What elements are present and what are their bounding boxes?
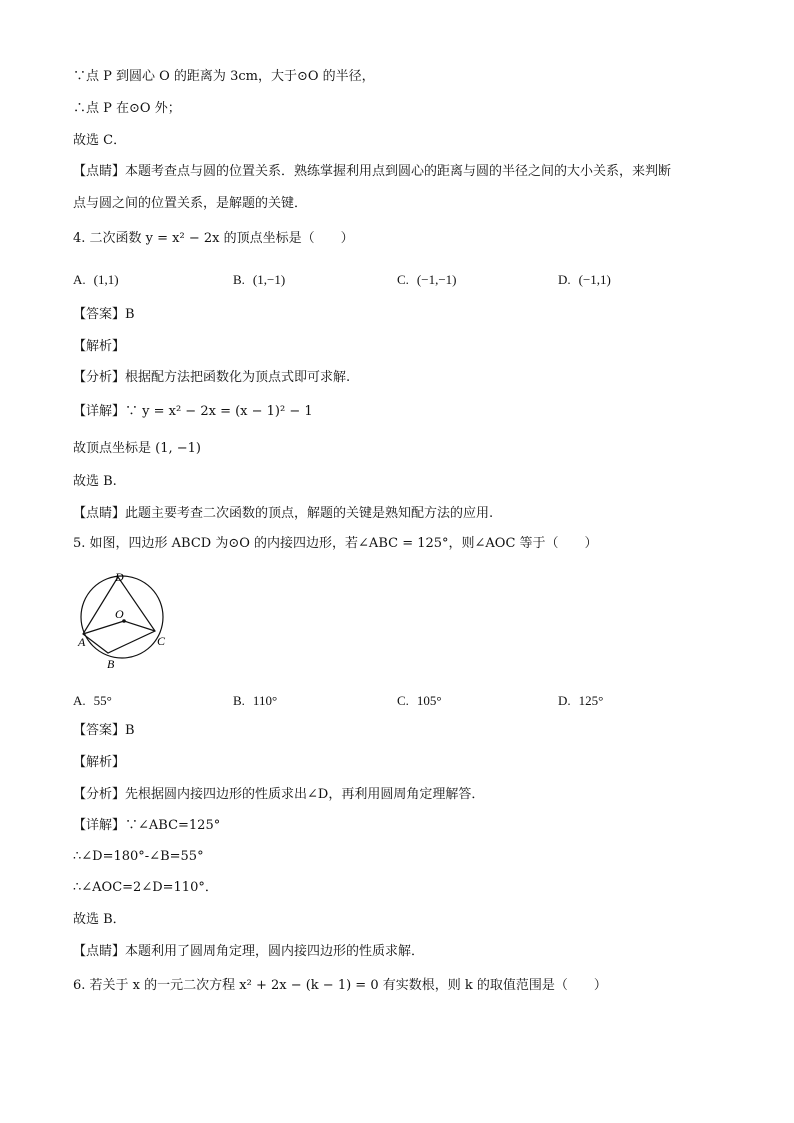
answer-line: 【答案】B xyxy=(73,723,135,738)
label-o: O xyxy=(115,607,124,621)
comment-line: 【点睛】本题考查点与圆的位置关系．熟练掌握利用点到圆心的距离与圆的半径之间的大小关系，来判断 xyxy=(73,164,672,179)
comment-line: 【点睛】此题主要考查二次函数的顶点，解题的关键是熟知配方法的应用. xyxy=(73,506,494,521)
q4-option-a xyxy=(73,271,119,290)
label-d: D xyxy=(115,570,124,584)
option-value: 110° xyxy=(252,693,278,708)
question-4: 4. 二次函数 y = x² − 2x 的顶点坐标是（ ） xyxy=(73,231,354,246)
option-label: B. xyxy=(233,693,245,708)
option-label: B. xyxy=(233,272,245,287)
q5-option-d xyxy=(558,692,603,711)
option-label: A. xyxy=(73,272,86,287)
comment-line: 点与圆之间的位置关系，是解题的关键． xyxy=(73,196,308,211)
question-5: 5. 如图，四边形 ABCD 为⊙O 的内接四边形，若∠ABC = 125°，则∠AOC 等于（ ） xyxy=(73,536,598,551)
option-label: D. xyxy=(558,272,571,287)
option-value: 105° xyxy=(416,693,442,708)
option-value: 55° xyxy=(93,693,112,708)
option-label: D. xyxy=(558,693,571,708)
comment-line: 【点睛】本题利用了圆周角定理，圆内接四边形的性质求解． xyxy=(73,944,425,959)
option-label: C. xyxy=(397,693,409,708)
step-line: ∴∠AOC=2∠D=110°． xyxy=(73,880,218,895)
segment-oc xyxy=(124,621,155,631)
analysis-heading: 【解析】 xyxy=(73,755,126,770)
label-b: B xyxy=(107,657,115,671)
option-label: A. xyxy=(73,693,86,708)
label-c: C xyxy=(157,634,166,648)
option-value: (1,−1) xyxy=(252,272,286,287)
result-line: 故顶点坐标是 (1, −1) xyxy=(73,441,201,456)
q5-option-c xyxy=(397,692,442,711)
text-line: ∴点 P 在⊙O 外； xyxy=(73,101,181,116)
q5-option-a xyxy=(73,692,112,711)
q4-option-b xyxy=(233,271,285,290)
analysis-line: 【分析】根据配方法把函数化为顶点式即可求解. xyxy=(73,370,351,385)
select-line: 故选 B． xyxy=(73,912,126,927)
question-6: 6. 若关于 x 的一元二次方程 x² + 2x − (k − 1) = 0 有实数根，则 k 的取值范围是（ ） xyxy=(73,978,607,993)
option-value: (1,1) xyxy=(93,272,119,287)
detail-line: 【详解】∵ y = x² − 2x = (x − 1)² − 1 xyxy=(73,404,313,419)
option-value: (−1,1) xyxy=(578,272,611,287)
option-label: C. xyxy=(397,272,409,287)
q4-option-d xyxy=(558,271,611,290)
answer-line: 【答案】B xyxy=(73,307,135,322)
select-line: 故选 B. xyxy=(73,474,117,489)
step-line: ∴∠D=180°-∠B=55° xyxy=(73,849,204,864)
analysis-heading: 【解析】 xyxy=(73,339,126,354)
label-a: A xyxy=(78,635,86,649)
text-line: 故选 C． xyxy=(73,133,127,148)
detail-line: 【详解】∵∠ABC=125° xyxy=(73,818,221,833)
option-value: (−1,−1) xyxy=(416,272,457,287)
analysis-line: 【分析】先根据圆内接四边形的性质求出∠D，再利用圆周角定理解答． xyxy=(73,787,485,802)
option-value: 125° xyxy=(578,693,604,708)
text-line: ∵点 P 到圆心 O 的距离为 3cm，大于⊙O 的半径， xyxy=(73,69,375,84)
q4-option-c xyxy=(397,271,457,290)
circle-figure xyxy=(70,568,180,673)
q5-option-b xyxy=(233,692,277,711)
